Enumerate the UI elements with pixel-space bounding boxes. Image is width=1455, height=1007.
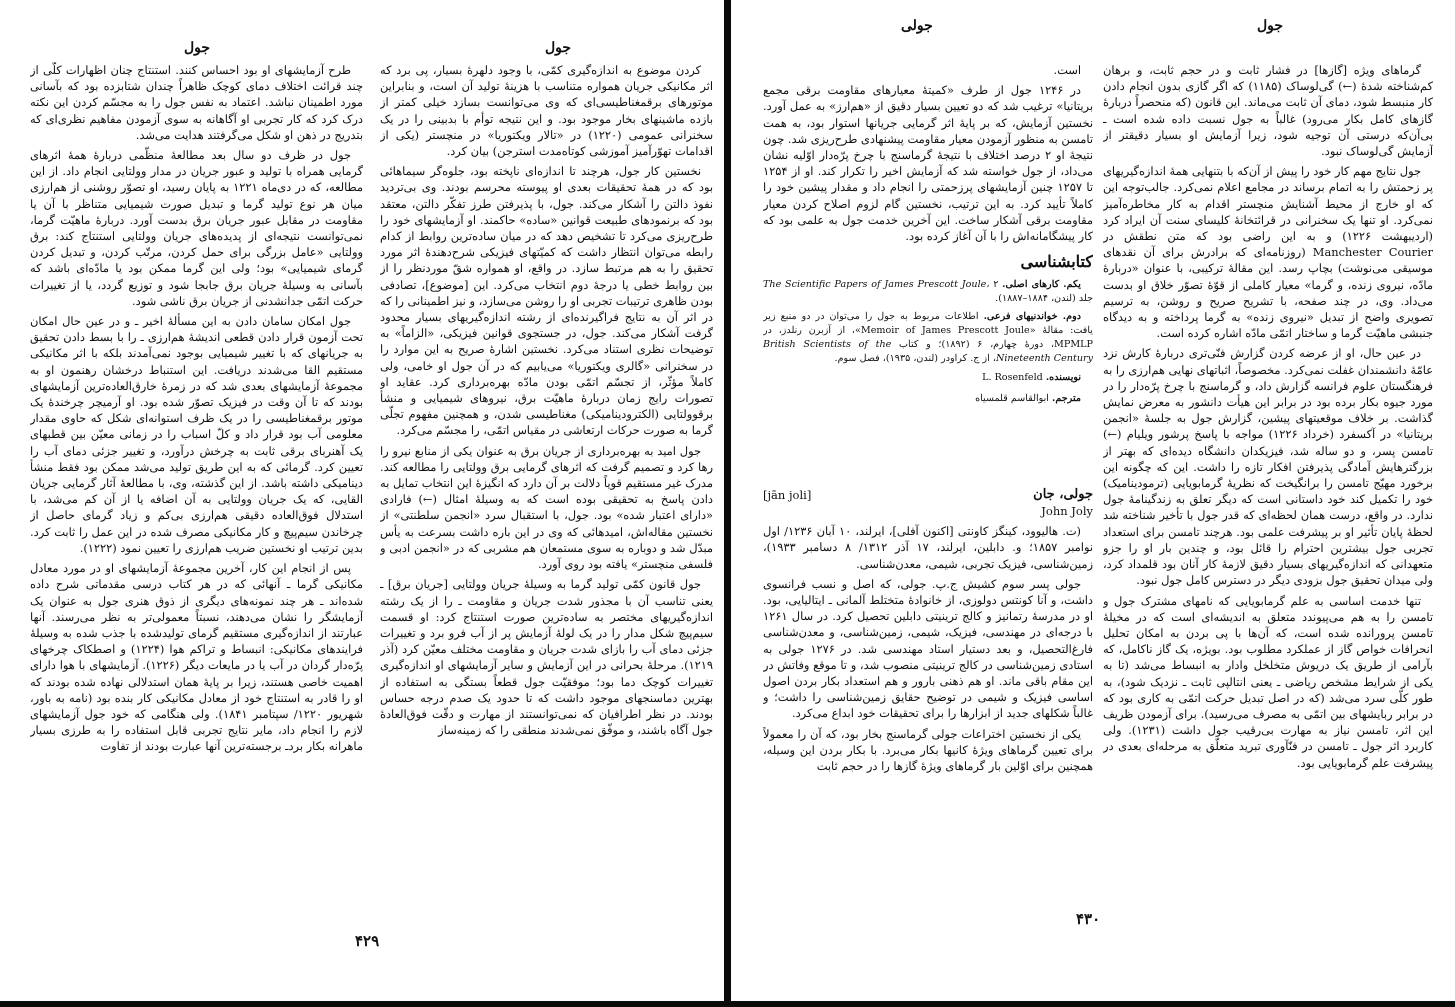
running-header-outer: جول <box>184 40 211 56</box>
column-left-outer <box>30 62 363 898</box>
bibliography-primary <box>763 278 1093 306</box>
paragraph: جولی پسر سوم کشیش ج.پ. جولی، که اصل و نسب فرانسوی داشت، و آنا کونتس دولوزی، از خانوادهٔ متختلط آلمانی ـ ایتالیایی، بود. او در مدرسهٔ رتمانیز و کالج ترینیتی دابلین تحصیل کرد. در سال ۱۲۶۱ با درجه‌ای در مهندسی، فیزیک، شیمی، زمین‌شناسی، و معدن‌شناسی فارغ‌التحصیل، و بعد دستیار استاد مهندسی شد. در ۱۲۷۶ جولی به استادی زمین‌شناسی در کالج ترینیتی منصوب شد، و تا موقع وفاتش در این مقام باقی ماند. او هم ذهنی بارور و هم استعداد بکار بردن اصول اساسی فیزیک و شیمی در توضیح حقایق زمین‌شناسی را داشت؛ و غالباً شکلهای جدید از ابزارها را برای تحقیقات خود ابداع می‌کرد. <box>763 576 1093 721</box>
paragraph: در عین حال، او از عرضه کردن گزارش فنّی‌تری دربارهٔ کارش نزد عامّهٔ دانشمندان غفلت نمی‌کرد. مخصوصاً، اثباتهای نهایی هم‌ارزی را به فرهنگستان علوم فرانسه گزارش داد، و گرماسنج با چرخ پرّه‌دار را در مورد جیوه بکار برده بود در برابر این هیأت دانشور به معرض نمایش گذاشت. بر خلاف موقعیتهای پیشین، گزارش جول به جلسهٔ «انجمن بریتانیا» در آکسفرد (خرداد ۱۲۲۶) مواجه با پاسخ پرشور ویلیام (←) تامسن پسر، و دو ساله شد، فیزیکدان دانشگاه دیده‌ای که بهتر از بزرگترهایش آمادگی پذیرفتن افکار تازه را داشت. این که چگونه این برخورد مهیّج تامسن را برانگیخت که نظریهٔ گرمابویایی (ترمودینامیک) خود را تکمیل کند خود داستانی است که دیگر تعلق به زندگینامهٔ جول ندارد. در واقع، درست همان لحظه‌ای که قدر جول با تأخیر شناخته شد لحظهٔ پایان تأثیر او بر پیشرفت علمی بود. هرچند تامسن برای استعداد تجربی جول بیشترین احترام را قائل بود، و چندین بار او را جزو متعهدانی که اندازه‌گیریهای بسیار دقیق لازمهٔ کار آنان بود قلمداد کرد، ولی میدان تحقیق جول بزودی دیگر در دسترس کامل جول نبود. <box>1103 346 1433 588</box>
paragraph: طرح آزمایشهای او بود احساس کنند. استنتاج چنان اظهارات کلّی از چند قرائت اختلاف دمای کوچک ظاهراً چندان شتابزده بود که بآسانی مورد اطمینان نباشد. اعتماد به نفس جول را به مجسّم کردن این نکته درک کرد که کار تجربی او آگاهانه به سوی آزمودن مفاهیم نظری‌ای که بتدریج در ذهن او شکل می‌گرفتند هدایت می‌شد. <box>30 63 363 142</box>
author-credit <box>763 370 1093 386</box>
page-number: ۴۲۹ <box>355 932 380 950</box>
paragraph: (ت. هالیوود، کینگز کاونتی [اکنون آفلی]، ایرلند، ۱۰ آبان ۱۲۳۶/ اول نوامبر ۱۸۵۷؛ و. دابلین، ایرلند، ۱۷ آذر ۱۳۱۲/ ۸ دسامبر ۱۹۳۳)، زمین‌شناسی، فیزیک تجربی، شیمی، معدن‌شناسی. <box>763 524 1093 571</box>
paragraph: تنها خدمت اساسی به علم گرمابویایی که نامهای مشترک جول و تامسن را به هم می‌پیوندد متعلق به اندیشه‌ای است که در مخیلهٔ تامسن پرورانده شده است، که آن‌ها با پی بردن به امکان تحلیل انحرافات خواص گاز از عملکرد مطلوب بود. بویژه، یک گاز ناکامل، که بآرامی از طریق یک دریوش متخلخل وادار به انبساط می‌شد (تا به یکی از شرایط مشخص ریاضی ـ یعنی انتالپی ثابت ـ نزدیک شود)، به طور کلّی سرد می‌شد (که در اصل تبدیل حرکت اتمّی به کاری بود که در برابر ربایشهای بین اتمّی به مصرف می‌رسید). برای آزمودن ظریف این اثر، تامسن نیاز به مهارت بی‌رقیب جول داشت (۱۲۳۱). ولی کاربرد اثر جول ـ تامسن در فنّآوری تبرید متعلّق به مرحله‌ای بعدی در پیشرفت علم گرمابویایی بود. <box>1103 593 1433 770</box>
paragraph: است. <box>1053 63 1081 77</box>
author-name: L. Rosenfeld <box>982 372 1043 384</box>
paragraph: جول امکان سامان دادن به این مسألهٔ اخیر ـ و در عین حال امکان تحت آزمون قرار دادن قطعی اندیشهٔ هم‌ارزی ـ را با بسط دادن تحقیق به جریانهای که با تغییر شیمیایی بوجود نمی‌آمدند بلکه با اثر مکانیکی مستقیم القا می‌شدند دریافت. این استنباط درخشان رهنمون او به مجموعهٔ آزمایشهای بعدی شد که در زمرهٔ خارق‌العاده‌ترین آزمایشهای بودند که تا آن وقت در فیزیک تصوّر شده بود. او آرمیچر چرخندهٔ یک موتور برقمغناطیسی را در یک ظرف استوانه‌ای شکل که حاوی مقدار معلومی آب بود قرار داد و کلّ اسباب را در زمانی معیّن بین قطبهای یک آهنربای برقی ثابت به چرخش درآورد، و تغییر جزئی دمای آب را تعیین کرد. گرمائی که به این طریق تولید می‌شد ممکن بود فقط منشأ دینامیکی داشته باشد. از این گذشته، وی، با مطالعهٔ آثار گرمایی جریان القایی، که یک جریان وولتایی به آن اضافه یا از آن کم می‌شد، با استدلال فوق‌العاده دقیقی هم‌ارزی بی‌کم و زیاد گرمای حاصل از چرخاندن سیم‌پیچ و کار مکانیکی مصرف شده در این عمل را ثابت کرد. بدین ترتیب او نخستین ضریب هم‌ارزی را تعیین نمود (۱۲۲۲). <box>30 314 363 555</box>
bib-primary-title: The Scientific Papers of James Prescott Joule <box>763 279 987 291</box>
paragraph: پس از انجام این کار، آخرین مجموعهٔ آزمایشهای او در مورد معادل مکانیکی گرما ـ آنهائی که در هر کتاب درسی مقدماتی شرح داده شده‌اند ـ هر چند نمونه‌های دیگری از ذوق هنری جول به عنوان یک آزمایشگر را نشان می‌دهند، نسبتاً معمولی‌تر به نظر می‌رسند. آنها عبارتند از اندازه‌گیری مستقیم گرمای تولیدشده با جذب شده به وسیلهٔ فرایندهای مکانیکی: انبساط و تراکم هوا (۱۲۲۴) و اصطکاک چرخهای پرّه‌دار گردان در آب یا در مایعات دیگر (۱۲۲۶). آزمایشهای با هوا دارای اهمیت خاصی هستند، زیرا بر پایهٔ همان استدلالی نهاده شده بودند که او را قادر به استنتاج خود از معادل مکانیکی کار بنده بود (نامه به باور، شهریور ۱۲۲۰/ سپتامبر ۱۸۴۱). ولی هنگامی که خود جول آزمایشهای لازم را انجام داد، مایر نتایج تجربی قابل استفاده را به طرزی بسیار ماهرانه بکار بردـ برجسته‌ترین آنها عبارت بودند از تفاوت <box>30 561 363 754</box>
paragraph: گرماهای ویژه [گازها] در فشار ثابت و در حجم ثابت، و برهان کم‌شناخته شدهٔ (←) گی‌لوساک (۱۱۸۵) که اگر گازی بدون انجام دادن کار منبسط شود، دمای آن ثابت می‌ماند. این قانون (که منحصراً دربارهٔ گازهای کامل بکار می‌رود) غالباً به جول نسبت داده شده است ـ بی‌آن‌که درستی آن توجیه شود، زیرا آزمایش او بسیار دقیقتر از آزمایش گی‌لوساک نبود. <box>1103 63 1433 159</box>
left-page <box>0 0 724 1007</box>
bib-secondary-title: British Scientists of the Nineteenth Century <box>763 339 1093 365</box>
paragraph: یکی از نخستین اختراعات جولی گرماسنج بخار بود، که آن را معمولاً برای تعیین گرماهای ویژهٔ کانیها بکار می‌برد. با بکار بردن این وسیله، همچنین برای اوّلین بار گرماهای ویژهٔ گازها را در حجم ثابت <box>763 726 1093 774</box>
column-right-outer <box>1103 62 1433 898</box>
right-page <box>731 0 1455 1007</box>
paragraph: نخستین کار جول، هرچند تا اندازه‌ای ناپخته بود، جلوه‌گر سیماهائی بود که در همهٔ تحقیقات بعدی او پیوسته محرسم بودند. وی بی‌تردید نفوذ دالتن را آشکار می‌کند. جول، با پذیرفتن طرز تفکّر دالتن، معتقد بود که برنمودهای طبیعت قوانین «ساده» حاکمند. او آزمایشهای خود را طرح‌ریزی می‌کرد تا تشخیص دهد که در میان ساده‌ترین روابط از کدام رابطه می‌توان انتظار داشت که کمیّتهای فیزیکی شرح‌دهندهٔ اثر مورد تحقیق را به هم مرتبط سازد. در واقع، او همواره شقّ موردنظر را از بین روابط خطی یا درجهٔ دوم انتخاب می‌کرد. این [موضوع]، تصادفی بودن ظاهری ترتیبات تجربی او را روشن می‌سازد، و نیز اطمینانی را که در اثر آن به نتایج فراگیرنده‌ای از رشته اندازه‌گیریهای بسیار محدود گرفت آشکار می‌کند. جول، در جستجوی قوانین فیزیکی، «الزاماً» به توضیحات نظری استناد می‌کرد. نخستین اشارهٔ صریح به این موارد را در سخنرانی «گالری ویکتوریا» می‌یابیم که در آن جول او خامی، ولی کاملاً مؤثّر، از تجسّم اتمّی بودن مادّه بهره‌برداری کرد. عقاید او تصورات رایج زمان دربارهٔ ماهیّت برق، نیروهای شیمیایی و منشأ برقوولتایی (الکترودینامیکی) مغناطیسی شدن، و همچنین مفهوم تجلّی گرما به صورت حرکات ارتعاشی در مقیاس اتمّی، را مجسّم می‌کرد. <box>380 164 713 438</box>
paragraph: جول قانون کمّی تولید گرما به وسیلهٔ جریان وولتایی [جریان برق] ـ یعنی تناسب آن با مجذور شدت جریان و مقاومت ـ را از یک رشته اندازه‌گیریهای مختصر به ساده‌ترین صورت استنتاج کرد: او قسمت سیم‌پیچ شکل مدار را در یک لولهٔ آزمایش پر از آب فرو برد و تغییرات جزئی دمای آب را بازای شدت جریان و مقاومت مختلف معیّن کرد (آذر ۱۲۱۹). مرحلهٔ بحرانی در این آزمایش و سایر آزمایشهای او اندازه‌گیری تغییرات کوچک دما بود؛ موفقیّت جول قطعاً بستگی به استفاده از بهترین دماسنجهای موجود داشت که تا حدود یک صدم درجه حساس بودند. در نظر اطرافیان که نمی‌توانستند از مهارت و دقّت فوق‌العادهٔ جول آگاه باشند، و موفّق نمی‌شدند منطقی را که زمینه‌ساز <box>380 577 713 738</box>
bottom-rule <box>0 1001 1455 1007</box>
paragraph: جول در ظرف دو سال بعد مطالعهٔ منظّمی دربارهٔ همهٔ اثرهای گرمایی همراه با تولید و عبور جریان در مدار وولتایی انجام داد. از این مطالعه، که در دی‌ماه ۱۲۲۱ به پایان رسید، او تصوّر روشنی از هم‌ارزی میان هر نوع تولید گرما و تبدیل صورت شیمیایی متناظر با آن یا مقاومت در مقابل عبور جریان برق بدست آورد. دربارهٔ ماهیّت گرما، نمی‌توانست نتیجه‌ای از پدیده‌های جریان وولتایی استنتاج کند: برق وولتایی «عامل بزرگی برای حمل کردن، مرتّب کردن، و تبدیل کردن گرمای شیمیایی» بود؛ ولی این گرما ممکن بود یا مادّه‌ای باشد که بآسانی به وسیلهٔ جریان برق جابجا شود و توزیع گردد، یا از تغییرات حرکت اتمّی جدانشدنی از جریان برق ناشی شود. <box>30 148 363 308</box>
entry-title: جولی، جان <box>1033 486 1093 502</box>
entry-latin-name: John Joly <box>1041 504 1093 519</box>
paragraph: جول امید به بهره‌برداری از جریان برق به عنوان یکی از منابع نیرو را رها کرد و تصمیم گرفت که اثرهای گرمایی برق وولتایی را مطالعه کند. مدرک غیر مستقیم قویاً دلالت بر آن دارد که انگیزهٔ این انتخاب تمایل به دادن پاسخ به تحقیقی بوده است که به وسیلهٔ امثال (←) فارادی «دارای اعتبار شده» بود. جول، با استقبال سرد «انجمن سلطنتی» از نخستین مقاله‌اش، امیدهائی که وی در این باره داشت بسرعت به یأس مبدّل شد و دوباره به سوی مستمعان هم مشربی که در «انجمن ادبی و فلسفی منچستر» یافته بود روی آورد. <box>380 443 713 572</box>
entry-transliteration: [jān joli] <box>763 487 812 502</box>
bib-primary-tail: ، ۲ جلد (لندن، ۱۸۸۴–۱۸۸۷). <box>986 279 1093 305</box>
bib-secondary-tail: ، از ج. کراودر (لندن، ۱۹۳۵)، فصل سوم. <box>834 353 996 365</box>
translator-credit <box>763 391 1093 407</box>
paragraph: جول نتایج مهم کار خود را پیش از آن‌که با بتنهایی همهٔ اندازه‌گیریهای پر زحمتش را به اتمام برساند در مجامع اعلام نمی‌کرد. جالب‌توجه این که او خارج از محیط آشنایش منچستر اقدام به کار مخاطره‌آمیز نمی‌کرد. او تنها یک سخنرانی در قرائتخانهٔ کلیسای سنت آن ایراد کرد (اردیبهشت ۱۲۲۶) و به این راضی بود که متن نطقش در Manchester Courier (روزنامه‌ای که برادرش برای آن نقدهای موسیقی می‌نوشت) بچاپ رسد. این مقالهٔ ترکیبی، با عنوان «دربارهٔ مادّه، نیروی زنده، و گرما» معیار کاملی از قوّهٔ تصوّر خلاق او بدست می‌داد. وی، در چند صفحه، با تشریح صریح و روشن، به ترسیم تصویری واضح از تبدیل «نیروی زنده» به گرما پرداخته و به دیدگاه جنبشی ماهیّت گرما و ساختار اتمّی مادّه اشاره کرده است. <box>1103 164 1433 341</box>
translator-label: مترجم. <box>1052 392 1081 404</box>
running-header-inner: جول <box>545 40 572 56</box>
bib-secondary-label: دوم. خواندنیهای فرعی. <box>983 311 1081 323</box>
bibliography-heading: کتابشناسی <box>1020 252 1093 272</box>
bib-primary-label: یکم. کارهای اصلی. <box>1002 279 1081 291</box>
bib-secondary-text: اطلاعات مربوط به جول را می‌توان در دو منبع زیر یافت: مقالهٔ «Memoir of James Prescott Joule»، از آزبرن رنلدز، در MPMLP، دورهٔ چهارم، ۶ (۱۸۹۲)؛ و کتاب <box>763 311 1093 351</box>
running-header-outer: جول <box>1257 18 1284 34</box>
translator-name: ابوالقاسم قلمسیاه <box>975 392 1049 404</box>
author-label: نویسنده. <box>1045 372 1081 384</box>
page-number: ۴۳۰ <box>1076 910 1101 928</box>
paragraph: در ۱۲۴۶ جول از طرف «کمیتهٔ معیارهای مقاومت برقی مجمع بریتانیا» ترغیب شد که دو تعیین بسیار دقیق از «هم‌ارز» به عمل آورد. نخستین آزمایش، که بر پایهٔ اثر گرمایی جریانها استوار بود، به همت تامسن به منظور آزمودن معیار مقاومت پیشنهادی طرح‌ریزی شد. چون نتیجهٔ او ۲ درصد اختلاف با نتیجهٔ گرماسنج با چرخ پرّه‌دار اوّلیه نشان می‌داد، از جول خواسته شد که آزمایش اخیر را تکرار کند. او از ۱۲۵۴ تا ۱۲۵۷ چنین آزمایشهای پرزحمتی را انجام داد و مقدار پیشین خود را کاملاً تأیید کرد. به این ترتیب، نخستین گام لزوم اصلاح کردن معیار مقاومت برقی آشکار ساخت. این آخرین خدمت جول به علمی بود که کار پیشگامانه‌اش را با آن آغاز کرده بود. <box>763 83 1093 244</box>
column-left-inner <box>380 62 713 898</box>
entry-heading <box>763 487 1093 503</box>
paragraph: کردن موضوع به اندازه‌گیری کمّی، با وجود دلهرهٔ بسیار، پی برد که اثر مکانیکی جریان همواره متناسب با هزینهٔ تولید آن است، و بنابراین موتورهای برقمغناطیسی‌ای که وی می‌توانست بسازد خیلی کمتر از بازده ماشینهای بخار موجود بود. و این نتیجه توأم با بدبینی را در یک سخنرانی عمومی (۱۲۲۰) در «تالار ویکتوریا» در منچستر (یکی از اقدامات تهوّرآمیز آموزشی کوتاه‌مدت استرجن) بیان کرد. <box>380 63 713 159</box>
running-header-inner: جولی <box>901 18 933 34</box>
bibliography-secondary <box>763 310 1093 366</box>
column-right-inner <box>763 62 1093 898</box>
page-gutter <box>724 0 731 1007</box>
